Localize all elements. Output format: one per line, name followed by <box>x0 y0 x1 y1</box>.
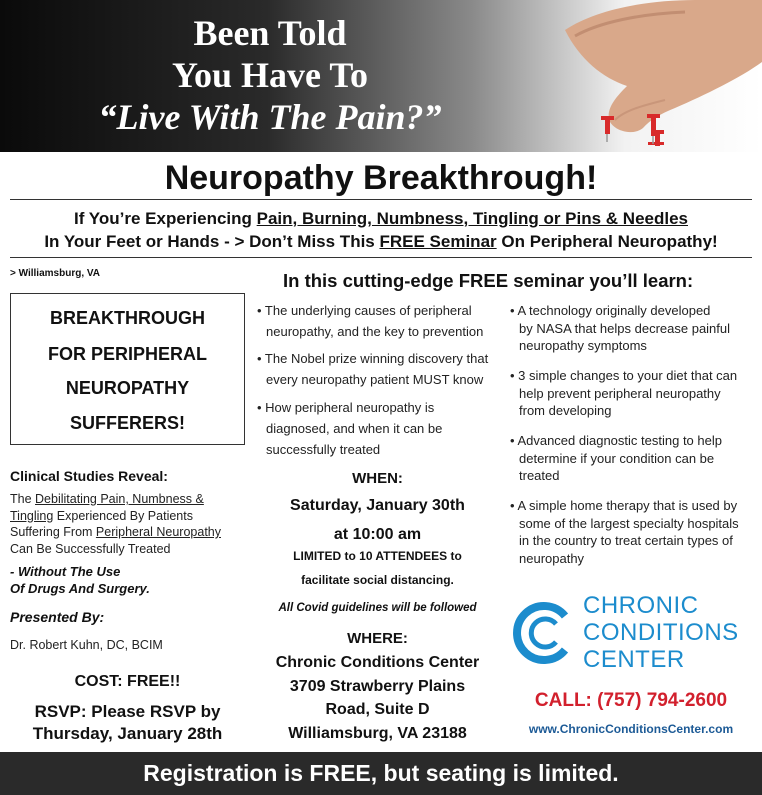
studies-emphasis-2: Of Drugs And Surgery. <box>10 581 150 596</box>
breakthrough-box <box>10 293 245 445</box>
bullet-text: • Advanced diagnostic testing to help <box>510 433 722 448</box>
subhead-line-2 <box>0 231 762 253</box>
bullet-right-1 <box>510 302 730 355</box>
bullet-text: from developing <box>519 403 612 418</box>
header-line-1: Been Told <box>193 13 347 53</box>
bullet-middle-1 <box>257 300 483 342</box>
bullet-middle-3 <box>257 397 442 460</box>
rsvp-line-1: RSVP: Please RSVP by <box>34 702 221 721</box>
bullet-text: • The Nobel prize winning discovery that <box>257 351 489 366</box>
c-logo-icon <box>509 598 579 668</box>
studies-text-plain: The <box>10 492 36 506</box>
bullet-text: successfully treated <box>266 442 381 457</box>
presented-by-label: Presented By: <box>10 609 105 625</box>
bullet-text: neuropathy <box>519 550 585 566</box>
clinical-studies-label: Clinical Studies Reveal: <box>10 468 168 484</box>
bullet-right-4 <box>510 497 739 567</box>
bullet-text: in the country to treat certain types of <box>519 533 733 548</box>
website-link[interactable]: www.ChronicConditionsCenter.com <box>528 722 734 736</box>
bullet-text: every neuropathy patient MUST know <box>266 372 484 387</box>
presenter-name: Dr. Robert Kuhn, DC, BCIM <box>10 638 163 652</box>
bullet-text: • 3 simple changes to your diet that can <box>510 368 738 383</box>
where-label: WHERE: <box>347 630 408 647</box>
bullet-middle-2 <box>257 348 488 390</box>
logo-word: CONDITIONS <box>583 619 739 646</box>
page-title: Neuropathy Breakthrough! <box>164 159 598 197</box>
studies-underlined: Tingling <box>10 508 54 523</box>
bullet-text: neuropathy symptoms <box>519 338 647 353</box>
header-banner <box>0 0 762 152</box>
free-seminar-underlined: FREE Seminar <box>379 232 497 251</box>
footer-text: Registration is FREE, but seating is limited. <box>143 760 619 786</box>
divider-top <box>10 199 752 200</box>
rsvp-block <box>10 701 245 745</box>
studies-text-plain: Experienced By Patients <box>53 508 193 523</box>
studies-underlined: Peripheral Neuropathy <box>95 525 221 539</box>
logo-word: CHRONIC <box>583 592 699 619</box>
bullet-text: by NASA that helps decrease painful <box>519 320 731 336</box>
studies-emphasis <box>10 563 150 597</box>
studies-emphasis-1: - Without The Use <box>10 564 121 579</box>
bullet-text: treated <box>519 468 560 483</box>
rsvp-line-2: Thursday, January 28th <box>32 724 223 743</box>
bullet-text: • How peripheral neuropathy is <box>257 400 435 415</box>
studies-text <box>10 491 221 557</box>
bullet-text: neuropathy, and the key to prevention <box>266 324 484 339</box>
bullet-text: • A simple home therapy that is used by <box>510 498 738 513</box>
footer-banner <box>0 752 762 795</box>
bullet-text: help prevent peripheral neuropathy <box>519 385 721 401</box>
subhead-2-end: On Peripheral Neuropathy! <box>496 232 718 251</box>
bullet-right-2 <box>510 367 737 420</box>
bullet-text: determine if your condition can be <box>519 450 715 466</box>
breakthrough-line: BREAKTHROUGH <box>50 308 205 328</box>
when-date: Saturday, January 30th <box>290 497 465 514</box>
studies-text-plain: Suffering From <box>10 525 96 539</box>
where-line: Williamsburg, VA 23188 <box>288 725 467 742</box>
studies-line-3 <box>10 524 221 541</box>
cost-label: COST: FREE!! <box>74 673 181 690</box>
when-time: at 10:00 am <box>333 526 422 543</box>
divider-mid <box>10 257 752 258</box>
learn-heading: In this cutting-edge FREE seminar you’ll learn: <box>283 270 694 291</box>
symptoms-underlined: Pain, Burning, Numbness, Tingling or Pins & Needles <box>256 209 688 228</box>
bullet-text: • The underlying causes of peripheral <box>257 303 472 318</box>
subhead-1-text: If You’re Experiencing <box>73 209 257 228</box>
bullet-text: • A technology originally developed <box>510 303 711 318</box>
breakthrough-line: FOR PERIPHERAL <box>47 344 207 364</box>
location-tag: > Williamsburg, VA <box>10 268 101 279</box>
studies-line-2 <box>10 508 221 525</box>
subhead-line-1 <box>0 208 762 230</box>
limited-line-1: LIMITED to 10 ATTENDEES to <box>293 549 462 563</box>
breakthrough-line: SUFFERERS! <box>69 413 185 433</box>
studies-line-4: Can Be Successfully Treated <box>10 541 171 556</box>
logo-word: CENTER <box>583 646 685 673</box>
when-label: WHEN: <box>352 470 403 487</box>
bullet-text: diagnosed, and when it can be <box>266 421 443 436</box>
bullet-right-3 <box>510 432 722 485</box>
studies-underlined: Debilitating Pain, Numbness & <box>35 492 204 506</box>
bullet-text: some of the largest specialty hospitals <box>519 515 739 531</box>
foot-on-pins-image <box>555 0 762 152</box>
header-line-3: “Live With The Pain?” <box>98 97 442 137</box>
call-phone: CALL: (757) 794-2600 <box>534 690 728 711</box>
studies-line-1 <box>10 491 221 508</box>
breakthrough-line: NEUROPATHY <box>65 378 190 398</box>
where-line: Road, Suite D <box>325 701 430 718</box>
limited-line-2: facilitate social distancing. <box>301 573 454 587</box>
subhead-2-text: In Your Feet or Hands - > Don’t Miss This <box>44 232 380 251</box>
where-line: Chronic Conditions Center <box>275 654 480 671</box>
covid-note: All Covid guidelines will be followed <box>278 602 477 614</box>
header-line-2: You Have To <box>171 55 369 95</box>
where-line: 3709 Strawberry Plains <box>289 678 466 695</box>
chronic-conditions-logo <box>507 590 757 675</box>
